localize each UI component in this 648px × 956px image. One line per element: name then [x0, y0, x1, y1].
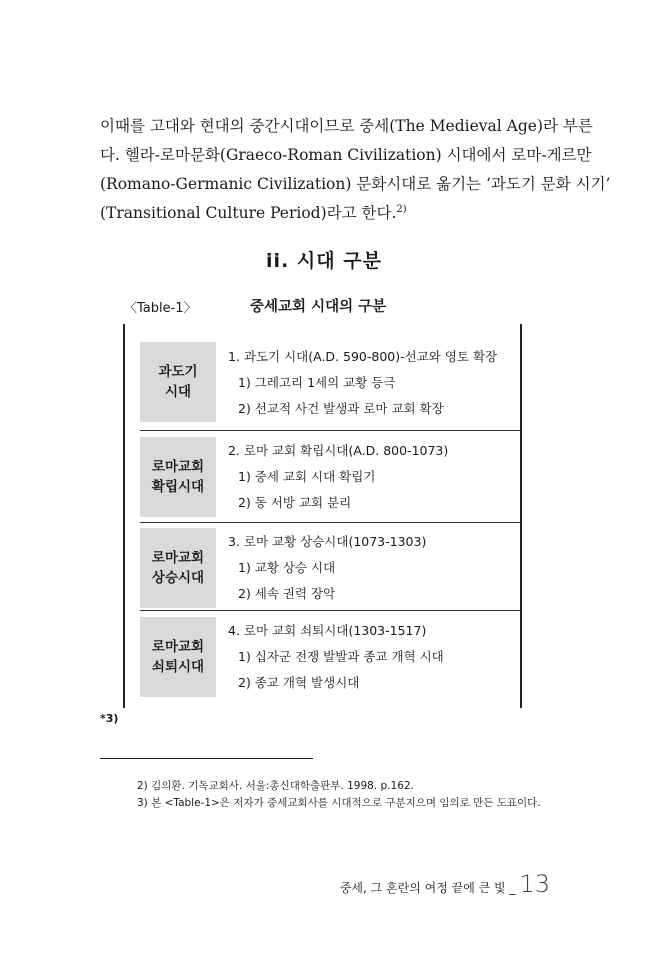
table-note-mark: *3): [100, 712, 119, 725]
table-right-border: [520, 324, 522, 708]
period-main-item: 4. 로마 교회 쇠퇴시대(1303-1517): [228, 623, 427, 638]
paragraph-last-text: (Transitional Culture Period)라고 한다.: [100, 204, 397, 222]
section-title: ii. 시대 구분: [266, 250, 382, 272]
period-sub-item: 1) 교황 상승 시대: [238, 560, 336, 575]
footnote-ref-2[interactable]: 2): [396, 203, 407, 215]
body-paragraph: [100, 112, 611, 228]
page-number: 13: [519, 870, 550, 898]
period-name-line: 확립시대: [151, 479, 205, 495]
period-items-3: [228, 529, 518, 607]
running-title: 중세, 그 혼란의 여정 끝에 큰 빛 _: [339, 881, 516, 895]
period-box-1: [140, 342, 216, 422]
footnote-2: 2) 김의환. 기독교회사. 서울:총신대학출판부. 1998. p.162.: [137, 780, 414, 792]
period-items-2: [228, 438, 518, 516]
table-title: 중세교회 시대의 구분: [250, 299, 387, 315]
period-box-2: [140, 437, 216, 517]
period-name-line: 과도기: [158, 364, 198, 380]
period-name-line: 쇠퇴시대: [151, 659, 205, 675]
period-main-item: 2. 로마 교회 확립시대(A.D. 800-1073): [228, 443, 449, 458]
table-left-border: [123, 324, 125, 708]
period-name-line: 상승시대: [151, 570, 205, 586]
period-sub-item: 2) 선교적 사건 발생과 로마 교회 확장: [238, 401, 444, 416]
paragraph-line: 이때를 고대와 현대의 중간시대이므로 중세(The Medieval Age)라 부른: [100, 117, 593, 135]
period-box-4: [140, 617, 216, 697]
period-sub-item: 2) 세속 권력 장악: [238, 586, 336, 601]
period-sub-item: 1) 십자군 전쟁 발발과 종교 개혁 시대: [238, 649, 444, 664]
table-divider: [140, 610, 520, 611]
footnote-3: 3) 본 <Table-1>은 저자가 중세교회사를 시대적으로 구분지으며 임의로 만든 도표이다.: [137, 797, 541, 809]
period-name-line: 로마교회: [151, 459, 205, 475]
period-name-line: 시대: [164, 384, 192, 400]
period-box-3: [140, 528, 216, 608]
table-divider: [140, 430, 520, 431]
table-divider: [140, 522, 520, 523]
footnotes: [137, 778, 541, 812]
footnote-divider: [100, 758, 313, 759]
period-sub-item: 2) 동 서방 교회 분리: [238, 495, 352, 510]
period-main-item: 3. 로마 교황 상승시대(1073-1303): [228, 534, 427, 549]
page-footer: [340, 870, 550, 898]
paragraph-line: (Romano-Germanic Civilization) 문화시대로 옮기는 ‘과도기 문화 시기’: [100, 175, 611, 193]
paragraph-line: 다. 헬라-로마문화(Graeco-Roman Civilization) 시대에서 로마-게르만: [100, 146, 592, 164]
period-name-line: 로마교회: [151, 639, 205, 655]
paragraph-line: [100, 199, 552, 228]
period-sub-item: 2) 종교 개혁 발생시대: [238, 675, 360, 690]
period-name-line: 로마교회: [151, 550, 205, 566]
period-main-item: 1. 과도기 시대(A.D. 590-800)-선교와 영토 확장: [228, 349, 498, 364]
period-sub-item: 1) 중세 교회 시대 확립기: [238, 469, 376, 484]
period-items-1: [228, 344, 518, 422]
period-items-4: [228, 618, 518, 696]
table-label: 〈Table-1〉: [124, 301, 197, 316]
period-sub-item: 1) 그레고리 1세의 교황 등극: [238, 375, 396, 390]
